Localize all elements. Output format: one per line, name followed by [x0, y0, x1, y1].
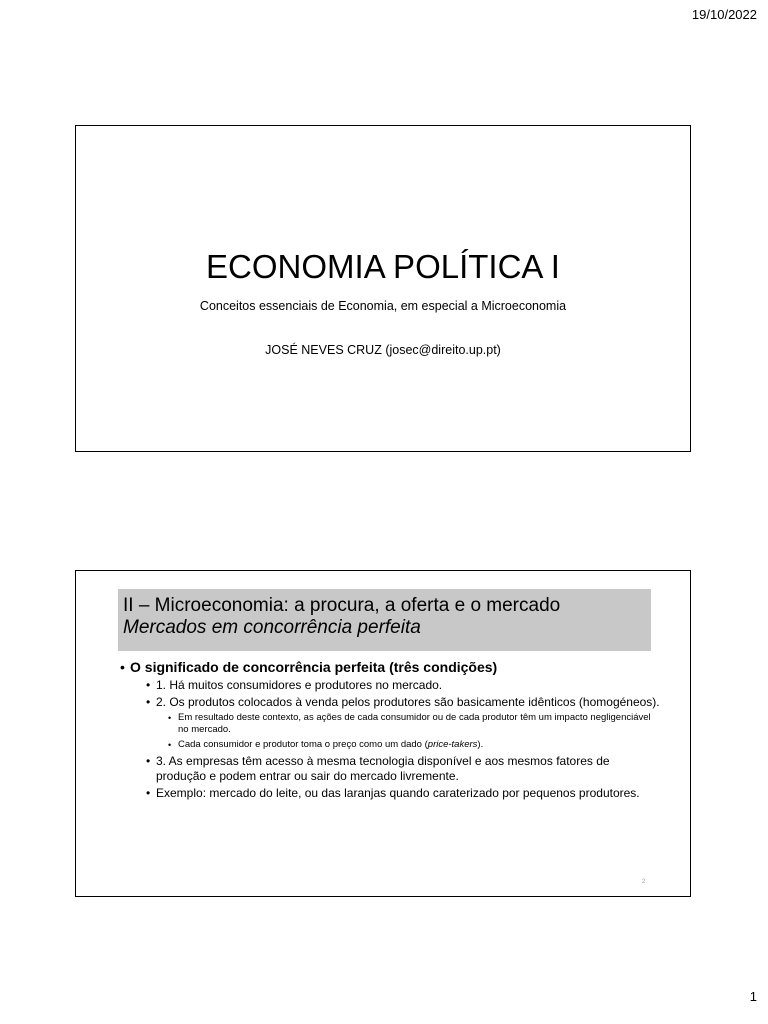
bullet-heading	[120, 658, 660, 801]
sub-bullet-item: • Em resultado deste contexto, as ações de cada consumidor ou de cada produtor têm um impacto negligenciável no mercado.	[168, 712, 660, 736]
sub-bullet-text-end: ).	[477, 739, 484, 750]
bullet-heading-text: O significado de concorrência perfeita (três condições)	[130, 659, 498, 675]
slide-title-subline: Mercados em concorrência perfeita	[123, 617, 421, 638]
slide-title-box	[118, 589, 651, 651]
content-slide	[75, 570, 691, 897]
page-number: 1	[749, 989, 757, 1004]
title-slide	[75, 125, 691, 452]
sub-bullet-item	[168, 739, 660, 751]
bullet-item-text: 2. Os produtos colocados à venda pelos produtores são basicamente idênticos (homogéneos).	[156, 695, 660, 709]
slide-author: JOSÉ NEVES CRUZ (josec@direito.up.pt)	[265, 343, 501, 357]
bullet-item: • 1. Há muitos consumidores e produtores no mercado.	[146, 678, 660, 693]
slide-title: ECONOMIA POLÍTICA I	[206, 248, 560, 285]
slide-title-line: II – Microeconomia: a procura, a oferta e o mercado	[123, 595, 561, 616]
bullet-item: • 3. As empresas têm acesso à mesma tecnologia disponível e aos mesmos fatores de produção e podem entrar ou sair do mercado livremente.	[146, 754, 660, 784]
sub-bullet-text: Cada consumidor e produtor toma o preço como um dado (	[178, 739, 428, 750]
sub-bullet-emphasis: price-takers	[427, 739, 478, 750]
page-date: 19/10/2022	[691, 7, 757, 22]
bullet-list	[120, 658, 660, 803]
slide-subtitle: Conceitos essenciais de Economia, em especial a Microeconomia	[199, 299, 567, 313]
bullet-item: • Exemplo: mercado do leite, ou das laranjas quando caraterizado por pequenos produtores.	[146, 786, 660, 801]
bullet-item	[146, 695, 660, 751]
slide-number: 2	[642, 879, 646, 885]
